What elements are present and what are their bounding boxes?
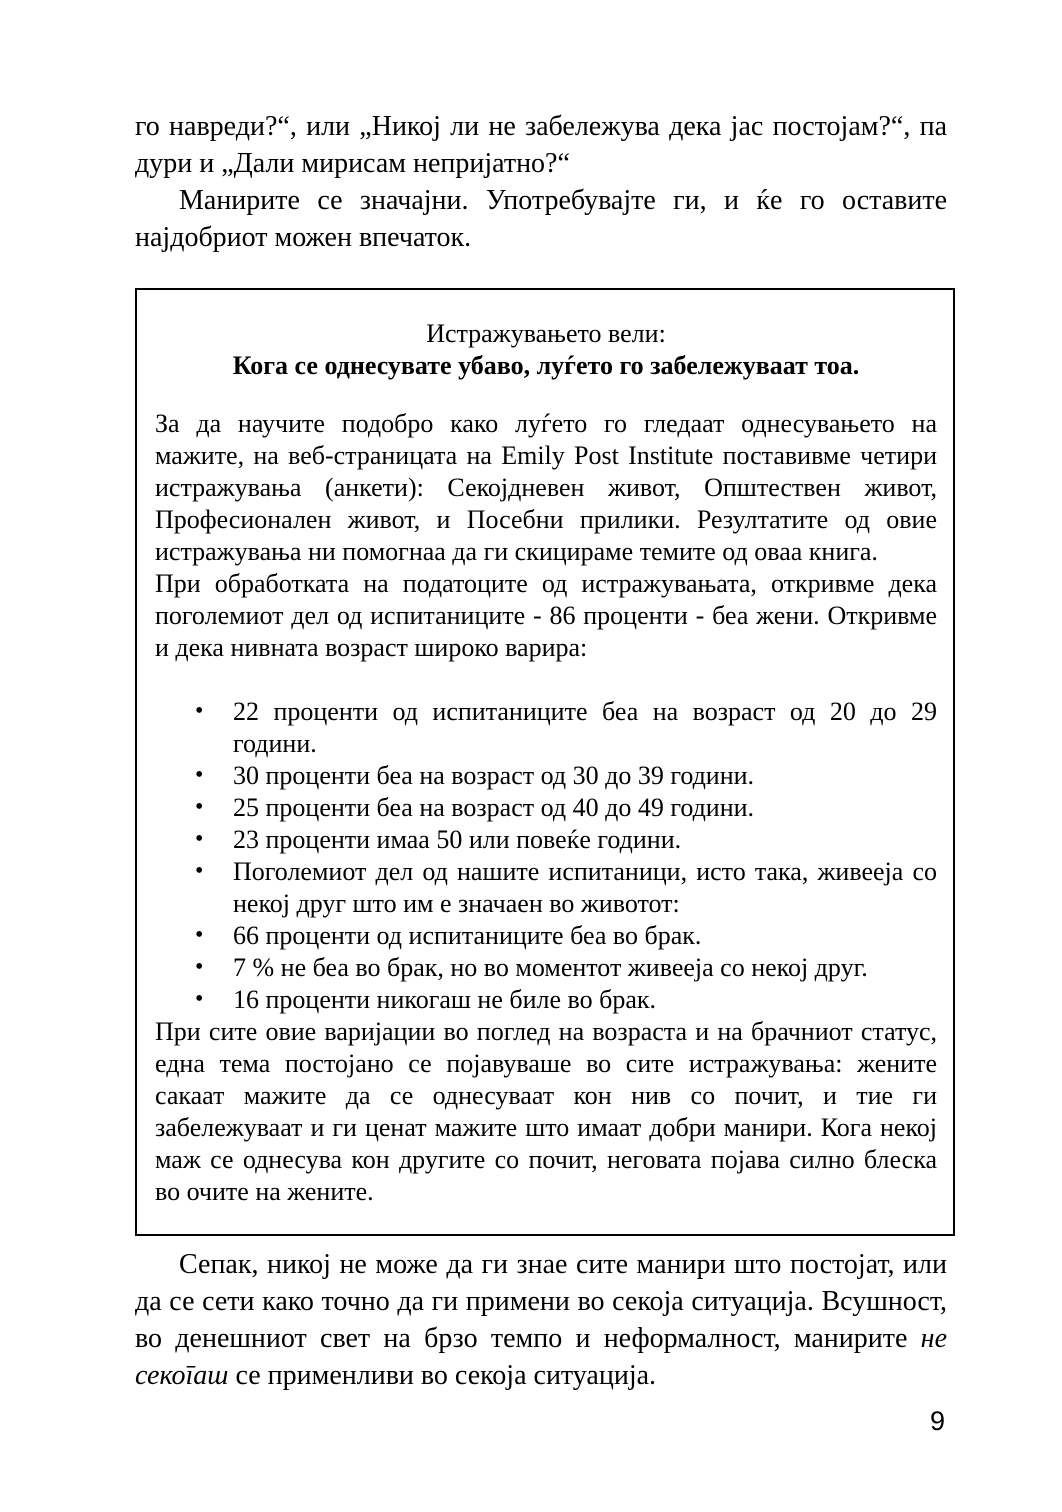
list-item	[155, 760, 937, 792]
closing-text-start: Сепак, никој не може да ги знае сите манири што постојат, или да се сети како точно да ги примени во секоја ситуација. Всушност, во денешниот свет на брзо темпо и неформалност, манирите	[135, 1249, 947, 1354]
research-callout-box	[135, 288, 955, 1236]
box-heading	[155, 318, 937, 382]
intro-paragraph-continued: го навреди?“, или „Никој ли не забележува дека јас постојам?“, па дури и „Дали мирисам непријатно?“	[135, 111, 947, 179]
closing-paragraph	[135, 1246, 947, 1394]
bullet-icon: •	[195, 826, 204, 852]
list-item	[155, 824, 937, 856]
box-paragraph-demographics: При обработката на податоците од истражувањата, откривме дека поголемиот дел од испитаниците - 86 проценти - беа жени. Откривме и дека нивната возраст широко варира:	[155, 569, 937, 662]
list-item-text: 25 проценти беа на возраст од 40 до 49 години.	[233, 793, 755, 822]
list-item	[155, 856, 937, 920]
list-item-text: 30 проценти беа на возраст од 30 до 39 години.	[233, 761, 755, 790]
bullet-icon: •	[195, 858, 204, 884]
list-item-text: 16 проценти никогаш не биле во брак.	[233, 985, 657, 1014]
box-heading-line2: Кога се однесувате убаво, луѓето го забележуваат тоа.	[232, 351, 860, 380]
bullet-icon: •	[195, 762, 204, 788]
list-item	[155, 920, 937, 952]
box-heading-line1: Истражувањето вели:	[426, 319, 666, 348]
list-item	[155, 984, 937, 1016]
list-item	[155, 792, 937, 824]
intro-section	[135, 108, 947, 256]
page-number: 9	[929, 1406, 945, 1436]
bullet-icon: •	[195, 794, 204, 820]
bullet-icon: •	[195, 698, 204, 724]
box-paragraph-conclusion: При сите овие варијации во поглед на возраста и на брачниот статус, една тема постојано се појавуваше во сите истражувања: жените сакаат мажите да се однесуваат кон нив со почит, и тие ги забележуваат и ги ценат мажите што имаат добри манири. Кога некој маж се однесува кон другите со почит, неговата појава силно блеска во очите на жените.	[155, 1017, 937, 1206]
closing-text-italic: не секогаш	[135, 1323, 947, 1391]
list-item-text: 22 проценти од испитаниците беа на возраст од 20 до 29 години.	[233, 697, 937, 758]
bullet-icon: •	[195, 922, 204, 948]
bullet-icon: •	[195, 954, 204, 980]
list-item-text: 7 % не беа во брак, но во моментот живееја со некој друг.	[233, 953, 868, 982]
list-item-text: 66 проценти од испитаниците беа во брак.	[233, 921, 702, 950]
bullet-icon: •	[195, 986, 204, 1012]
box-paragraph-surveys: За да научите подобро како луѓето го гледаат однесувањето на мажите, на веб-страницата на Emily Post Institute поставивме четири истражувања (анкети): Секојдневен живот, Општествен живот, Професионален живот, и Посебни прилики. Резултатите од овие истражувања ни помогнаа да ги скицираме темите од оваа книга.	[155, 409, 937, 566]
list-item-text: Поголемиот дел од нашите испитаници, исто така, живееја со некој друг што им е значаен во животот:	[233, 857, 937, 918]
list-item-text: 23 проценти имаа 50 или повеќе години.	[233, 825, 682, 854]
survey-results-list	[155, 696, 937, 1016]
closing-text-end: се применливи во секоја ситуација.	[228, 1360, 657, 1391]
list-item	[155, 952, 937, 984]
list-item	[155, 696, 937, 760]
intro-paragraph-manners: Манирите се значајни. Употребувајте ги, и ќе го оставите најдобриот можен впечаток.	[135, 185, 947, 253]
